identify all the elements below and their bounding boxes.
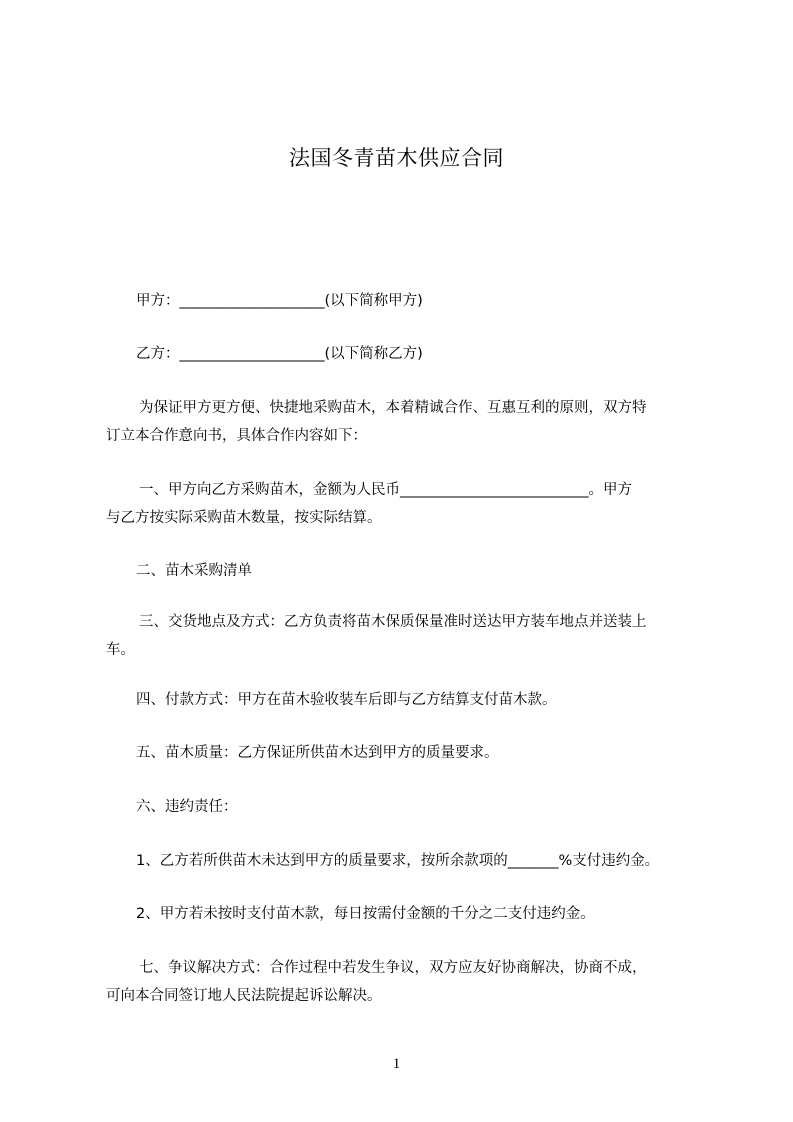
preamble-text-1: 为保证甲方更方便、快捷地采购苗木，本着精诚合作、互惠互利的原则，双方特 [139,400,647,416]
clause-3-line-2: 车。 [106,642,135,658]
party-a-text: 甲方：____________________(以下简称甲方) [136,293,423,309]
party-a-line [106,291,706,311]
clause-1-text-1: 一、甲方向乙方采购苗木，金额为人民币__________________________。甲方 [139,482,632,498]
clause-7-line-2: 可向本合同签订地人民法院提起诉讼解决。 [106,988,382,1004]
clause-4-line [106,690,706,710]
clause-7-line-1 [106,958,706,978]
clause-6-item-1-line [106,851,706,871]
clause-4-text: 四、付款方式：甲方在苗木验收装车后即与乙方结算支付苗木款。 [136,692,557,708]
clause-2-text: 二、苗木采购清单 [136,563,252,579]
clause-2-line [106,561,706,581]
preamble-line-2: 订立本合作意向书，具体合作内容如下： [106,428,367,444]
clause-1-line-1 [106,480,706,500]
clause-1-line-2: 与乙方按实际采购苗木数量，按实际结算。 [106,510,382,526]
clause-5-line [106,743,706,763]
page-number: 1 [392,1056,401,1072]
clause-3-text-1: 三、交货地点及方式：乙方负责将苗木保质保量准时送达甲方装车地点并送装上 [139,614,647,630]
party-b-text: 乙方：____________________(以下简称乙方) [136,346,423,362]
clause-6-text: 六、违约责任： [136,799,238,815]
party-b-line [106,344,706,364]
clause-6-item-2-line [106,904,706,924]
clause-3-line-1 [106,612,706,632]
contract-title: 法国冬青苗木供应合同 [289,146,504,170]
clause-6-line [106,797,706,817]
clause-6-item-2-text: 2、甲方若未按时支付苗木款，每日按需付金额的千分之二支付违约金。 [136,906,595,922]
clause-7-text-1: 七、争议解决方式：合作过程中若发生争议，双方应友好协商解决，协商不成， [139,960,647,976]
preamble-line-1 [106,398,706,418]
clause-6-item-1-text: 1、乙方若所供苗木未达到甲方的质量要求，按所余款项的_______%支付违约金。 [136,853,660,869]
clause-5-text: 五、苗木质量：乙方保证所供苗木达到甲方的质量要求。 [136,745,499,761]
